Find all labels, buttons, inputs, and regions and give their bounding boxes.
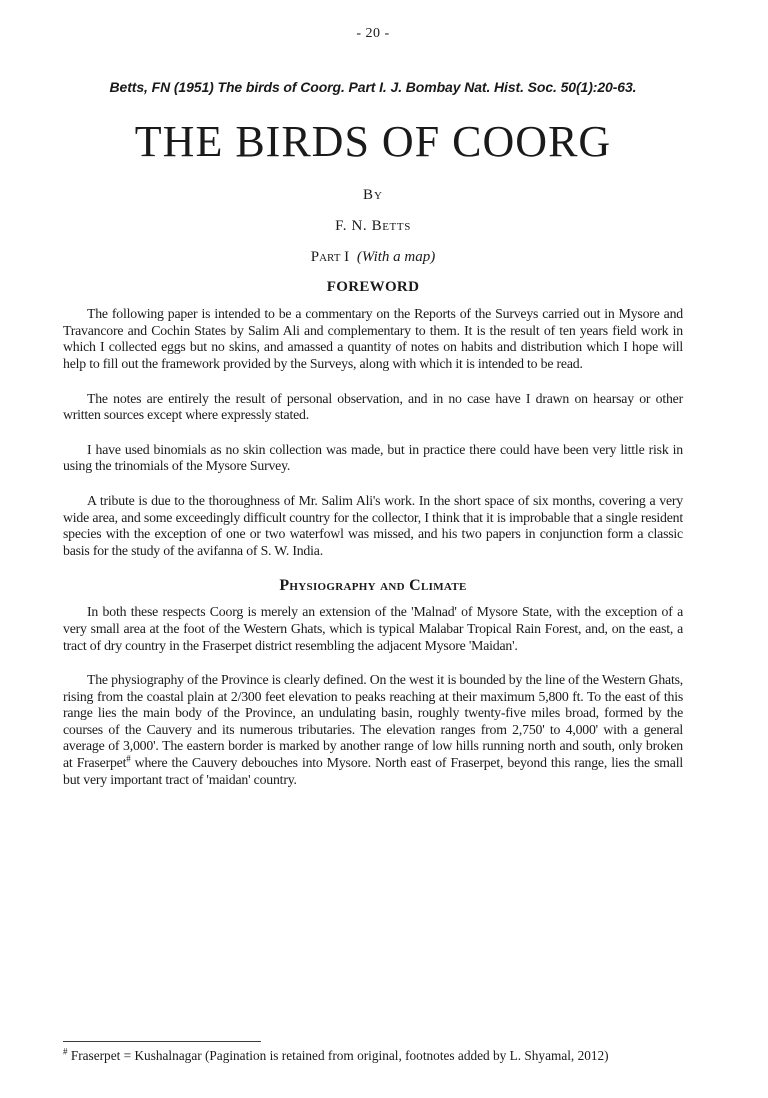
foreword-paragraph-3: I have used binomials as no skin collection was made, but in practice there could have been very little risk in using the trinomials of the Mysore Survey.: [63, 441, 683, 474]
physiography-paragraph-1: In both these respects Coorg is merely an extension of the 'Malnad' of Mysore State, with the exception of a very small area at the foot of the Western Ghats, which is typical Malabar Tropical Rain Forest, and, on the east, a tract of dry country in the Fraserpet district resembling the adjacent Mysore 'Maidan'.: [63, 604, 683, 653]
foreword-paragraph-4: A tribute is due to the thoroughness of Mr. Salim Ali's work. In the short space of six months, covering a very wide area, and some exceedingly difficult country for the collector, I think that it is improbable that a single resident species with the exception of one or two waterfowl was missed, and his two papers in conjunction form a classic basis for the study of the avifanna of S. W. India.: [63, 492, 683, 558]
foreword-heading: FOREWORD: [326, 279, 420, 296]
footnote-rule: [63, 1041, 261, 1042]
paragraph-text-after-footnote-ref: where the Cauvery debouches into Mysore. North east of Fraserpet, beyond this range, lies the small but very important tract of 'maidan' country.: [63, 755, 683, 787]
footnote-text: Fraserpet = Kushalnagar (Pagination is retained from original, footnotes added by L. Shyamal, 2012): [67, 1048, 609, 1063]
paragraph-text-before-footnote-ref: The physiography of the Province is clearly defined. On the west it is bounded by the line of the Western Ghats, rising from the coastal plain at 2/300 feet elevation to peaks reaching at their maximum 5,800 ft. To the east of this range lies the main body of the Province, an undulating basin, roughly twenty-five miles broad, formed by the courses of the Cauvery and its numerous tributaries. The elevation ranges from 2,750' to 4,000' with a general average of 3,000'. The eastern border is marked by another range of low hills running north and south, only broken at Fraserpet: [63, 672, 683, 771]
author-name: F. N. Betts: [335, 218, 411, 235]
part-label: Part I: [310, 249, 350, 266]
physiography-heading: Physiography and Climate: [279, 577, 467, 595]
page-number: - 20 -: [356, 26, 390, 41]
foreword-paragraph-1: The following paper is intended to be a commentary on the Reports of the Surveys carried out in Mysore and Travancore and Cochin States by Salim Ali and complementary to them. It is the result of ten years field work in which I collected eggs but no skins, and amassed a quantity of notes on habits and distribution which I hope will help to fill out the framework provided by the Surveys, along with which it is intended to be read.: [63, 306, 683, 371]
physiography-paragraph-2: [63, 672, 683, 788]
citation-line: Betts, FN (1951) The birds of Coorg. Part I. J. Bombay Nat. Hist. Soc. 50(1):20-63.: [109, 79, 637, 95]
article-title: THE BIRDS OF COORG: [134, 117, 612, 166]
footnote-marker: #: [63, 1046, 68, 1057]
footnote-text-line: [63, 1048, 683, 1064]
byline-prefix: By: [363, 187, 383, 204]
foreword-paragraph-2: The notes are entirely the result of personal observation, and in no case have I drawn on hearsay or other written sources except where expressly stated.: [63, 390, 683, 423]
footnote-reference-marker: #: [126, 753, 131, 764]
part-note: (With a map): [356, 249, 436, 266]
part-line: [63, 249, 683, 266]
footnote: [63, 1041, 683, 1064]
